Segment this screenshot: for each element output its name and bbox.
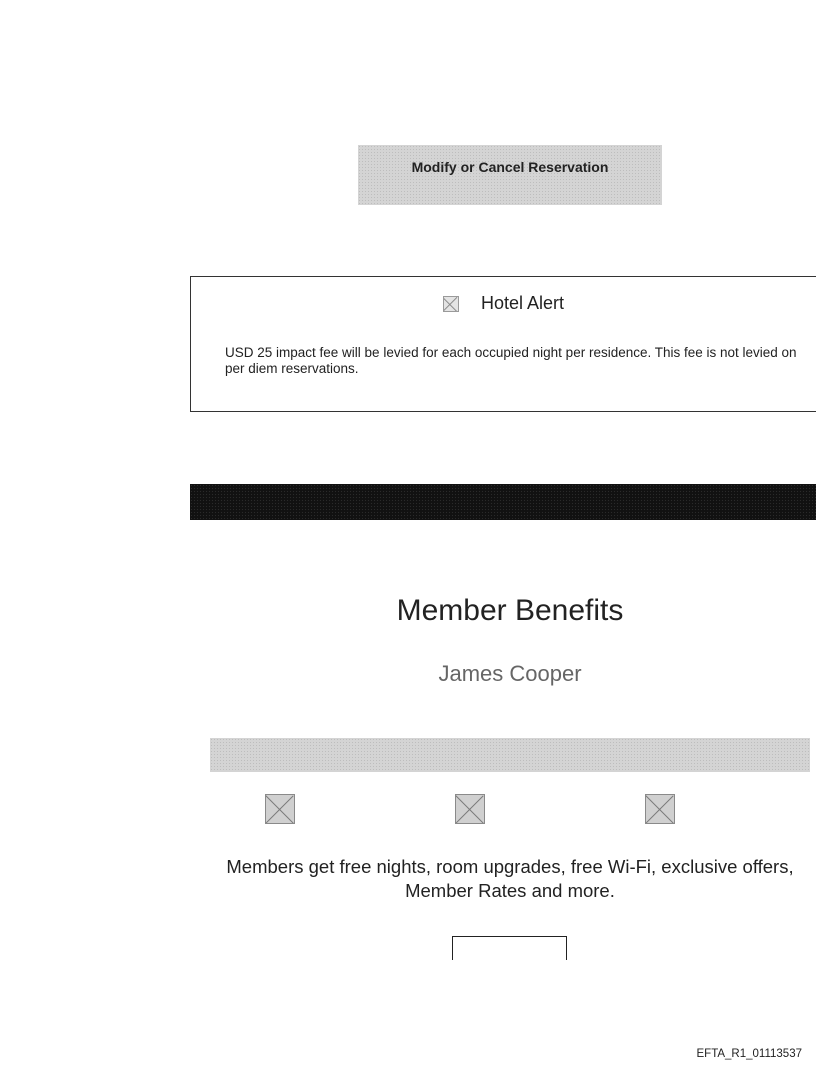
section-divider-bar — [190, 484, 816, 520]
member-benefits-title: Member Benefits — [396, 594, 624, 627]
hotel-alert-title: Hotel Alert — [481, 293, 565, 313]
document-id: EFTA_R1_01113537 — [696, 1048, 802, 1060]
benefits-banner-strip — [210, 738, 810, 772]
broken-image-icon — [265, 794, 295, 824]
hotel-alert-header — [443, 293, 564, 314]
modify-cancel-reservation-button[interactable] — [358, 145, 662, 205]
hotel-alert-box — [190, 276, 816, 412]
broken-image-icon — [443, 296, 459, 312]
member-benefits-description: Members get free nights, room upgrades, free Wi-Fi, exclusive offers, Member Rates and more. — [226, 856, 794, 901]
hotel-alert-message: USD 25 impact fee will be levied for each occupied night per residence. This fee is not levied on per diem reservations. — [225, 345, 797, 376]
modify-cancel-reservation-label: Modify or Cancel Reservation — [411, 159, 609, 175]
member-name: James Cooper — [438, 661, 582, 686]
broken-image-icon — [645, 794, 675, 824]
broken-image-icon — [455, 794, 485, 824]
join-button[interactable] — [452, 936, 567, 960]
